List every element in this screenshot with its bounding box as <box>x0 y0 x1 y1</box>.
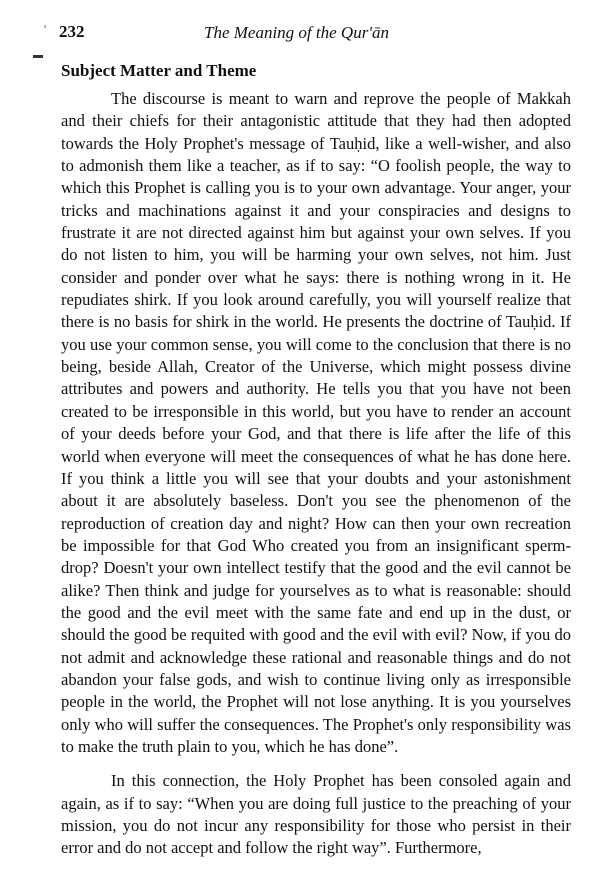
paragraph: The discourse is meant to warn and reprove the people of Makkah and their chiefs for their antagonistic attitude that they had then adopted towards the Holy Prophet's message of Tauḥid, like a well-wisher, and also to admonish them like a teacher, as if to say: “O foolish people, the way to which this Prophet is calling you is to your own advantage. Your anger, your tricks and machinations against it and your conspiracies and designs to frustrate it are not directed against him but against your own selves. If you do not listen to him, you will be harming your own selves, not him. Just consider and ponder over what he says: there is nothing wrong in it. He repudiates shirk. If you look around carefully, you will yourself realize that there is no basis for shirk in the world. He presents the doctrine of Tauḥid. If you use your common sense, you will come to the conclusion that there is no being, beside Allah, Creator of the Universe, which might possess divine attributes and powers and authority. He tells you that you have not been created to be irresponsible in this world, but you have to render an account of your deeds before your God, and that there is life after the life of this world when everyone will meet the consequences of what he has done here. If you think a little you will see that your doubts and your astonishment about it are absolutely baseless. Don't you see the phenomenon of the reproduction of creation day and night? How can then your own recreation be impossible for that God Who created you from an insignificant sperm-drop? Doesn't your own intellect testify that the good and the evil cannot be alike? Then think and judge for yourselves as to what is reasonable: should the good and the evil meet with the same fate and end up in the dust, or should the good be requited with good and the evil with evil? Now, if you do not admit and acknowledge these rational and reasonable things and do not abandon your false gods, and wish to continue living only as irresponsible people in the world, the Prophet will not lose anything. It is you yourselves only who will suffer the consequences. The Prophet's only responsibility was to make the truth plain to you, which he has done”. <box>61 89 571 756</box>
margin-mark: ' <box>44 22 47 36</box>
paragraph: In this connection, the Holy Prophet has been consoled again and again, as if to say: “When you are doing full justice to the preaching of your mission, you do not incur any responsibility for those who persist in their error and do not accept and follow the right way”. Furthermore, <box>61 771 571 858</box>
body-text <box>61 88 571 860</box>
running-title: The Meaning of the Qur'ān <box>204 23 389 42</box>
section-heading: Subject Matter and Theme <box>61 61 257 80</box>
margin-mark: ▬ <box>33 50 43 61</box>
page-header <box>44 22 572 46</box>
page-number: 232 <box>59 22 85 41</box>
